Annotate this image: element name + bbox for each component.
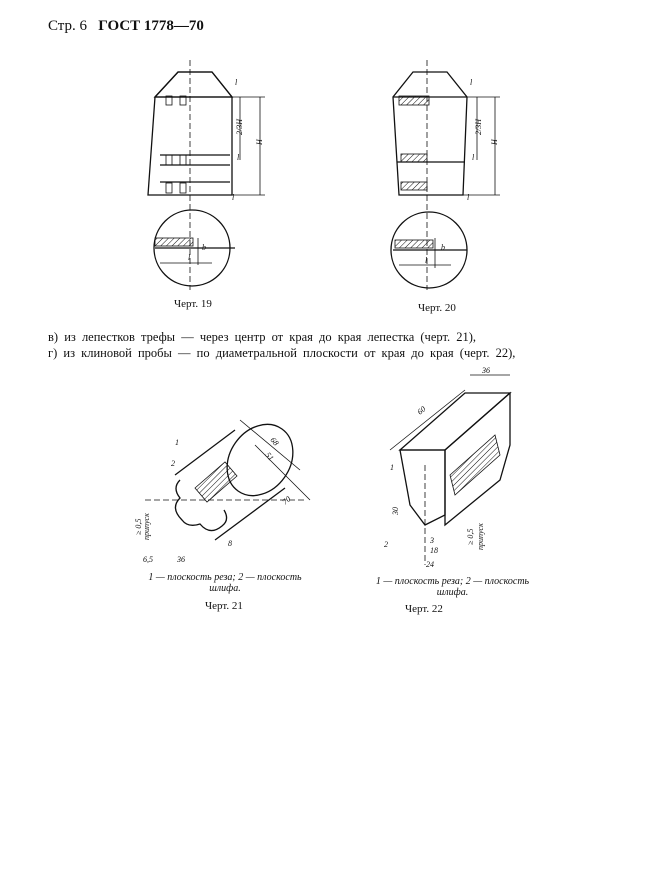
f22-dim-05: ≥ 0,5 <box>466 528 475 545</box>
f22-dim-30: 30 <box>391 507 400 515</box>
f22-dim-18: 18 <box>430 546 438 555</box>
f22-dim-24: 24 <box>426 560 434 569</box>
figure-22-drawing <box>370 365 550 580</box>
figure-20-caption: Черт. 20 <box>418 302 456 314</box>
figure-20-drawing <box>355 60 515 300</box>
f19-dim-l4: l <box>188 253 191 262</box>
f21-dim-8: 8 <box>228 539 232 548</box>
figure-19-drawing <box>120 60 280 300</box>
f21-dim-1: 1 <box>175 438 179 447</box>
figure-22-legend: 1 — плоскость реза; 2 — плоскость шлифа. <box>375 576 530 598</box>
f21-dim-05: ≥ 0,5 <box>134 518 143 535</box>
f19-dim-l: l <box>235 78 238 87</box>
f21-dim-51: 51 <box>263 450 276 463</box>
f20-dim-23h: 2/3H <box>474 119 483 135</box>
f19-dim-h: H <box>255 139 264 145</box>
f21-dim-2: 2 <box>171 459 175 468</box>
f19-dim-l3: l <box>232 193 235 202</box>
figure-19-caption: Черт. 19 <box>174 298 212 310</box>
f19-dim-b: b <box>202 243 206 252</box>
f19-dim-23h: 2/3H <box>235 119 244 135</box>
f22-dim-36: 36 <box>482 366 490 375</box>
f21-dim-allowance: припуск <box>142 513 151 540</box>
f20-dim-l3: l <box>467 193 470 202</box>
f20-dim-l2: l <box>472 153 475 162</box>
f20-dim-l: l <box>470 78 473 87</box>
f22-dim-3: 3 <box>430 536 434 545</box>
f21-dim-68: 68 <box>268 435 281 448</box>
f21-dim-65: 6,5 <box>143 555 153 564</box>
page-header <box>48 18 204 35</box>
f22-dim-allowance: припуск <box>476 523 485 550</box>
f21-dim-36: 36 <box>177 555 185 564</box>
f21-dim-70: 70 <box>280 494 293 507</box>
f20-dim-l4: l <box>425 256 428 265</box>
figure-21-drawing <box>135 410 325 575</box>
f20-dim-b: b <box>441 243 445 252</box>
item-g-text: г) из клиновой пробы — по диаметральной плоскости от края до края (черт. 22), <box>48 346 516 360</box>
item-v-text: в) из лепестков трефы — через центр от края до края лепестка (черт. 21), <box>48 330 477 344</box>
f19-dim-l2: l <box>237 153 240 162</box>
f22-dim-2: 2 <box>384 540 388 549</box>
f20-dim-h: H <box>490 139 499 145</box>
f22-dim-60: 60 <box>415 404 428 417</box>
f22-dim-1: 1 <box>390 463 394 472</box>
figure-21-caption: Черт. 21 <box>205 600 243 612</box>
figure-21-legend: 1 — плоскость реза; 2 — плоскость шлифа. <box>148 572 302 594</box>
page-number: Стр. 6 <box>48 18 88 34</box>
standard-code: ГОСТ 1778—70 <box>98 18 204 34</box>
figure-22-caption: Черт. 22 <box>405 603 443 615</box>
